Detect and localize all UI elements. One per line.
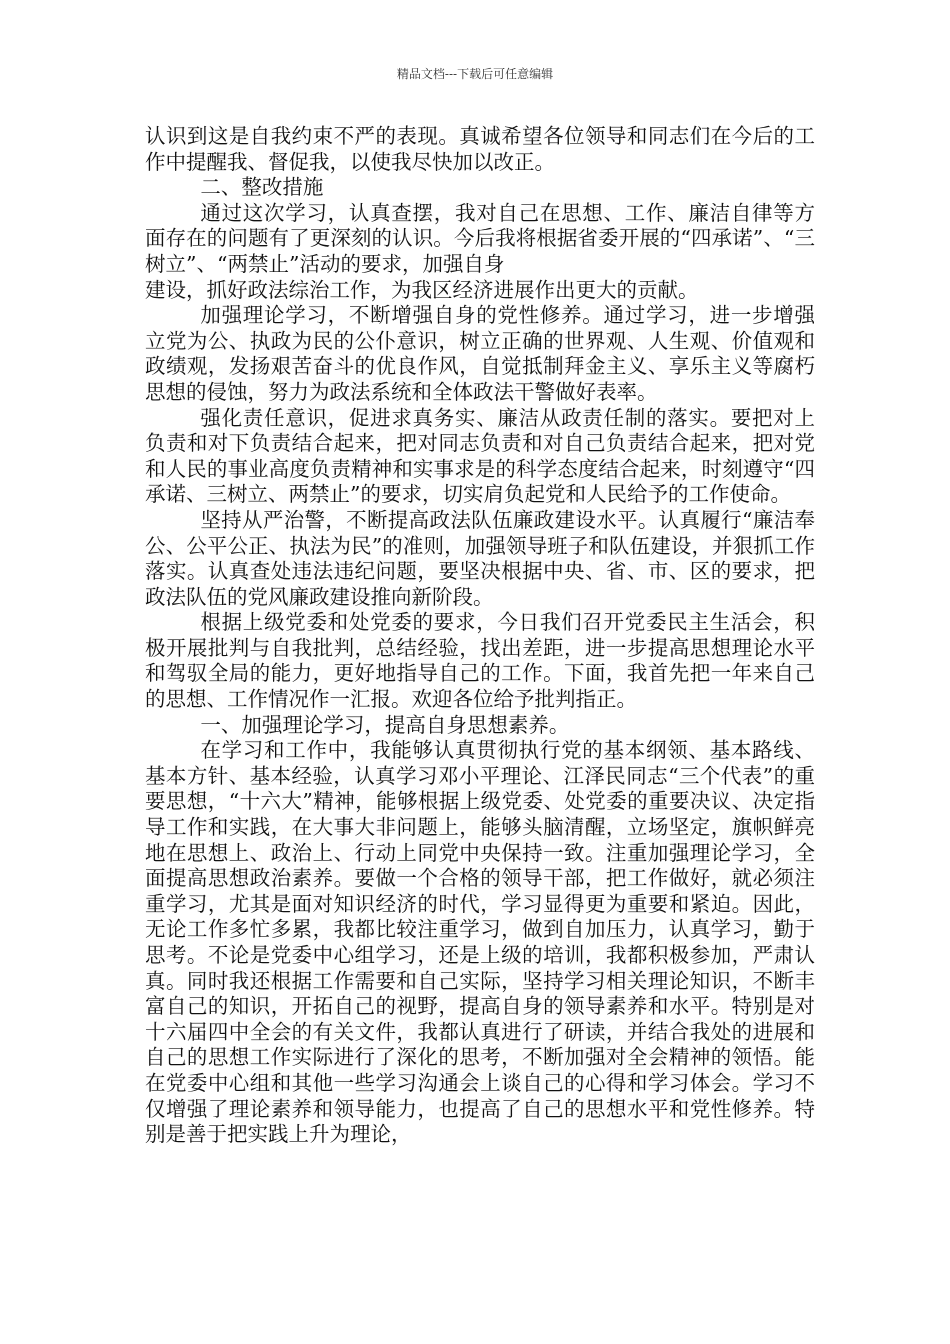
- section-heading-theory: 一、加强理论学习，提高自身思想素养。: [200, 712, 570, 737]
- paragraph-continuation: 认识到这是自我约束不严的表现。真诚希望各位领导和同志们在今后的工作中提醒我、督促我，以使我尽快加以改正。: [145, 124, 815, 174]
- paragraph-strict-police: 坚持从严治警，不断提高政法队伍廉政建设水平。认真履行“廉洁奉公、公平公正、执法为民”的准则，加强领导班子和队伍建设，并狠抓工作落实。认真查处违法违纪问题，要坚决根据中央、省、市、区的要求，把政法队伍的党风廉政建设推向新阶段。: [145, 507, 815, 609]
- paragraph-study-work: 在学习和工作中，我能够认真贯彻执行党的基本纲领、基本路线、基本方针、基本经验，认真学习邓小平理论、江泽民同志“三个代表”的重要思想，“十六大”精神，能够根据上级党委、处党委的重要决议、决定指导工作和实践，在大事大非问题上，能够头脑清醒，立场坚定，旗帜鲜亮地在思想上、政治上、行动上同党中央保持一致。注重加强理论学习，全面提高思想政治素养。要做一个合格的领导干部，把工作做好，就必须注重学习，尤其是面对知识经济的时代，学习显得更为重要和紧迫。因此，无论工作多忙多累，我都比较注重学习，做到自加压力，认真学习，勤于思考。不论是党委中心组学习，还是上级的培训，我都积极参加，严肃认真。同时我还根据工作需要和自己实际，坚持学习相关理论知识，不断丰富自己的知识，开拓自己的视野，提高自身的领导素养和水平。特别是对十六届四中全会的有关文件，我都认真进行了研读，并结合我处的进展和自己的思想工作实际进行了深化的思考，不断加强对全会精神的领悟。能在党委中心组和其他一些学习沟通会上谈自己的心得和学习体会。学习不仅增强了理论素养和领导能力，也提高了自己的思想水平和党性修养。特别是善于把实践上升为理论，: [145, 738, 815, 1147]
- paragraph-responsibility: 强化责任意识，促进求真务实、廉洁从政责任制的落实。要把对上负责和对下负责结合起来，把对同志负责和对自己负责结合起来，把对党和人民的事业高度负责精神和实事求是的科学态度结合起来，时刻遵守“四承诺、三树立、两禁止”的要求，切实肩负起党和人民给予的工作使命。: [145, 405, 815, 507]
- section-heading-rectification: 二、整改措施: [200, 175, 324, 200]
- paragraph-study-review: 通过这次学习，认真查摆，我对自己在思想、工作、廉洁自律等方面存在的问题有了更深刻的认识。今后我将根据省委开展的“四承诺”、“三树立”、“两禁止”活动的要求，加强自身: [145, 200, 815, 276]
- paragraph-theory-study: 加强理论学习，不断增强自身的党性修养。通过学习，进一步增强立党为公、执政为民的公仆意识，树立正确的世界观、人生观、价值观和政绩观，发扬艰苦奋斗的优良作风，自觉抵制拜金主义、享乐主义等腐朽思想的侵蚀，努力为政法系统和全体政法干警做好表率。: [145, 303, 815, 404]
- document-body: [145, 124, 815, 1148]
- paragraph-meeting-intro: 根据上级党委和处党委的要求，今日我们召开党委民主生活会，积极开展批判与自我批判，总结经验，找出差距，进一步提高思想理论水平和驾驭全局的能力，更好地指导自己的工作。下面，我首先把一年来自己的思想、工作情况作一汇报。欢迎各位给予批判指正。: [145, 610, 815, 712]
- page-header: 精品文档---下载后可任意编辑: [396, 67, 554, 81]
- paragraph-construction: 建设，抓好政法综治工作，为我区经济进展作出更大的贡献。: [145, 277, 699, 302]
